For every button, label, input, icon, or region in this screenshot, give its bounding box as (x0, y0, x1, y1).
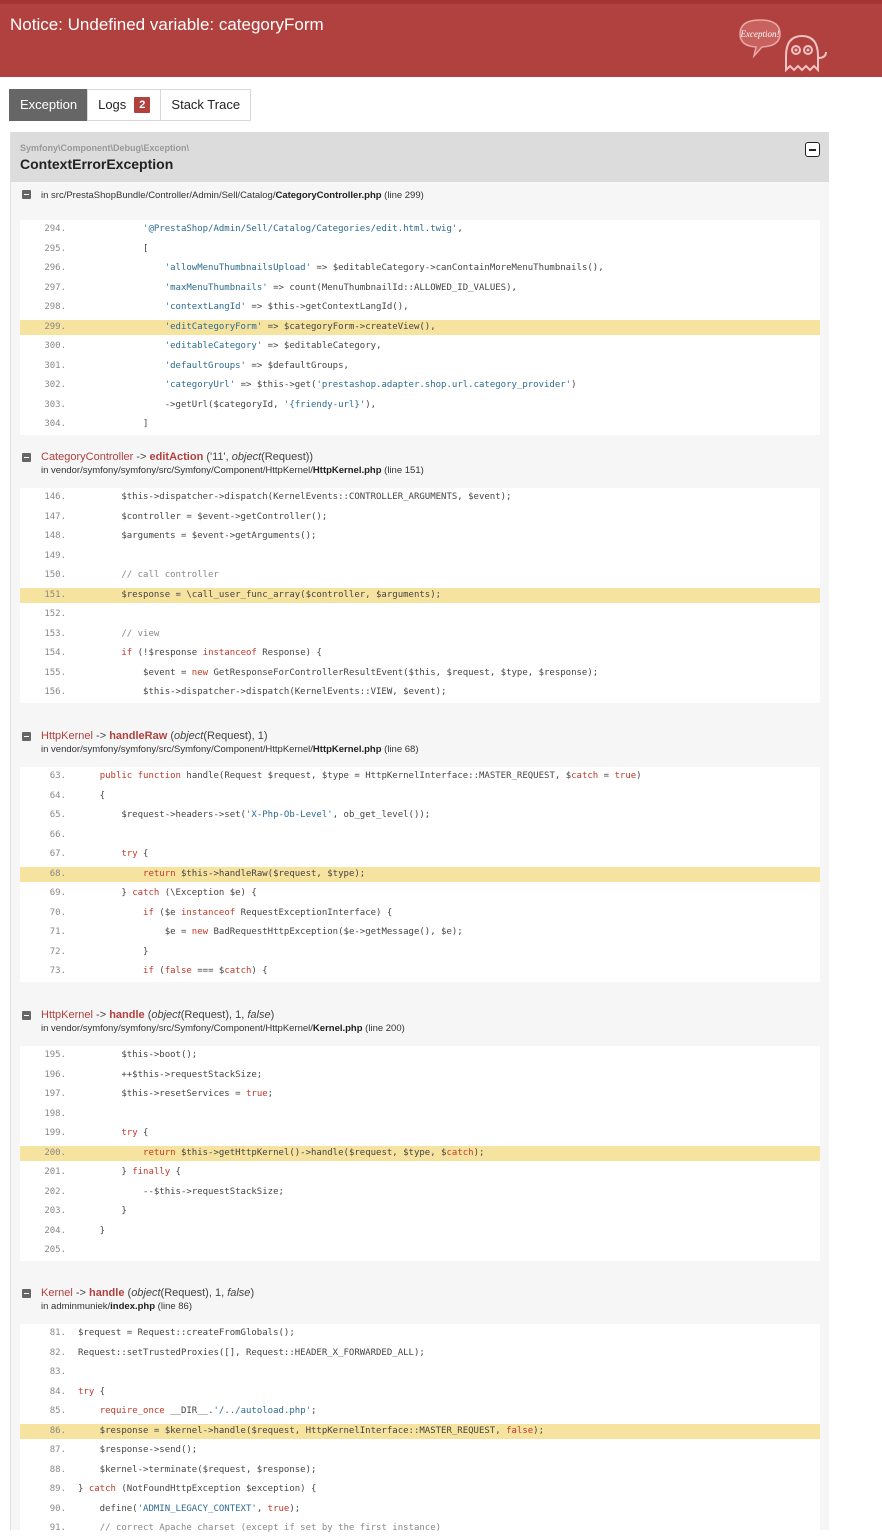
trace-arrow: -> (92, 1009, 110, 1021)
trace-arguments: (object(Request), 1, false) (144, 1009, 275, 1021)
code-text: } catch (\Exception $e) { (78, 888, 257, 898)
exception-panel (10, 132, 829, 1533)
tab-logs-label: Logs (98, 97, 127, 112)
error-header (0, 4, 882, 77)
code-line (20, 1183, 820, 1203)
trace-location: in adminmuniek/index.php (line 86) (41, 1301, 193, 1312)
code-line (20, 1066, 820, 1086)
code-snippet (20, 1324, 820, 1539)
collapse-trace-icon[interactable] (22, 1289, 31, 1298)
code-line (20, 962, 820, 982)
trace-arrow: -> (72, 1287, 89, 1299)
code-text: try { (78, 1386, 106, 1397)
trace-class: HttpKernel (41, 730, 93, 742)
trace-call (41, 729, 829, 743)
collapse-exception-icon[interactable] (805, 142, 820, 157)
code-line (20, 357, 820, 377)
tab-bar (9, 89, 251, 121)
code-text: 'allowMenuThumbnailsUpload' => $editableCategory->canContainMoreMenuThumbnails(), (164, 263, 604, 273)
line-number: 197. (44, 1089, 66, 1099)
line-number: 151. (44, 589, 66, 600)
line-number: 201. (44, 1167, 66, 1177)
trace-header (11, 187, 829, 203)
line-number: 302. (44, 380, 66, 390)
code-text: if ($e instanceof RequestExceptionInterface) { (143, 907, 393, 918)
code-text: define('ADMIN_LEGACY_CONTEXT', true); (78, 1503, 301, 1514)
line-number: 91. (49, 1523, 66, 1533)
line-number: 299. (44, 321, 66, 332)
line-number: 203. (44, 1206, 66, 1216)
code-text: ] (78, 419, 149, 429)
code-line (20, 683, 820, 703)
line-number: 67. (49, 849, 66, 859)
code-line (20, 1202, 820, 1222)
code-text: $response = \call_user_func_array($controller, $arguments); (78, 589, 442, 600)
trace-function: handle (109, 1009, 145, 1021)
line-number: 88. (49, 1464, 66, 1475)
code-snippet (20, 220, 820, 435)
code-line (20, 220, 820, 240)
code-text: $this->resetServices = true; (78, 1089, 274, 1099)
code-line (20, 1085, 820, 1105)
code-text: } (78, 946, 149, 957)
code-text: 'maxMenuThumbnails' => count(MenuThumbnailId::ALLOWED_ID_VALUES), (164, 282, 517, 293)
trace-header (11, 729, 829, 757)
code-text: $this->dispatcher->dispatch(KernelEvents::CONTROLLER_ARGUMENTS, $event); (78, 492, 512, 502)
line-number: 200. (44, 1147, 66, 1158)
code-snippet (20, 1046, 820, 1261)
tab-logs[interactable] (87, 89, 161, 121)
code-line (20, 787, 820, 807)
code-text: $controller = $event->getController(); (78, 511, 328, 522)
line-number: 73. (49, 966, 66, 976)
code-line (20, 1402, 820, 1422)
line-number: 205. (44, 1245, 66, 1255)
code-line (20, 1441, 820, 1461)
exception-ghost-logo-icon (738, 12, 830, 76)
code-line (20, 1383, 820, 1403)
collapse-trace-icon[interactable] (22, 732, 31, 741)
trace-header (11, 1286, 829, 1314)
trace-header (11, 1008, 829, 1036)
line-number: 153. (44, 628, 66, 639)
code-text: try { (121, 849, 149, 859)
line-number: 81. (49, 1328, 66, 1338)
code-line (20, 767, 820, 787)
logo-text: Exception! (740, 29, 780, 39)
tab-exception[interactable] (9, 89, 88, 121)
code-line (20, 527, 820, 547)
code-text: 'defaultGroups' => $defaultGroups, (164, 360, 349, 371)
line-number: 83. (49, 1367, 66, 1377)
code-text: $request->headers->set('X-Php-Ob-Level', ob_get_level()); (78, 810, 431, 820)
line-number: 304. (44, 419, 66, 429)
code-line (20, 279, 820, 299)
code-line (20, 376, 820, 396)
code-text: 'editableCategory' => $editableCategory, (164, 341, 382, 351)
trace-arrow: -> (133, 451, 150, 463)
code-line (20, 240, 820, 260)
trace-arguments: ('11', object(Request)) (203, 451, 314, 463)
line-number: 295. (44, 243, 66, 254)
code-text: $event = new GetResponseForControllerResultEvent($this, $request, $type, $response); (78, 667, 599, 678)
trace-function: handleRaw (109, 730, 168, 742)
code-line (20, 625, 820, 645)
code-line (20, 923, 820, 943)
trace-location: in vendor/symfony/symfony/src/Symfony/Component/HttpKernel/HttpKernel.php (line 68) (41, 744, 419, 755)
code-line (20, 1105, 820, 1125)
trace-function: handle (89, 1287, 125, 1299)
trace-entry (11, 1286, 829, 1533)
line-number: 147. (44, 511, 66, 522)
code-line (20, 547, 820, 567)
trace-call (41, 1008, 829, 1022)
tab-exception-label: Exception (20, 97, 78, 112)
line-number: 156. (44, 687, 66, 697)
line-number: 300. (44, 341, 66, 351)
code-line (20, 1344, 820, 1364)
tab-stack-trace[interactable] (160, 89, 251, 121)
code-text: try { (121, 1128, 149, 1138)
code-line (20, 1480, 820, 1500)
line-number: 87. (49, 1445, 66, 1455)
line-number: 204. (44, 1225, 66, 1236)
line-number: 148. (44, 531, 66, 541)
line-number: 199. (44, 1128, 66, 1138)
code-text: require_once __DIR__.'/../autoload.php'; (99, 1406, 317, 1416)
code-text: if (!$response instanceof Response) { (121, 648, 322, 658)
code-snippet (20, 767, 820, 982)
trace-function: editAction (149, 451, 204, 463)
code-text: 'contextLangId' => $this->getContextLangId(), (164, 302, 409, 312)
line-number: 68. (49, 868, 66, 879)
code-text: $e = new BadRequestHttpException($e->getMessage(), $e); (78, 927, 463, 937)
trace-location: in vendor/symfony/symfony/src/Symfony/Component/HttpKernel/Kernel.php (line 200) (41, 1023, 405, 1034)
line-number: 86. (49, 1425, 66, 1436)
code-line (20, 415, 820, 435)
trace-call (41, 1286, 829, 1300)
code-text: $response = $kernel->handle($request, HttpKernelInterface::MASTER_REQUEST, false); (78, 1425, 544, 1436)
code-text: } (78, 1225, 106, 1236)
code-text: return $this->handleRaw($request, $type); (143, 868, 366, 879)
line-number: 66. (49, 829, 66, 840)
trace-entry (11, 1008, 829, 1255)
code-text: { (78, 790, 106, 801)
line-number: 85. (49, 1406, 66, 1416)
code-line (20, 1519, 820, 1539)
code-text: // correct Apache charset (except if set by the first instance) (99, 1523, 442, 1533)
trace-arguments: (object(Request), 1, false) (124, 1287, 255, 1299)
line-number: 70. (49, 907, 66, 918)
line-number: 72. (49, 946, 66, 957)
trace-entry (11, 450, 829, 697)
line-number: 198. (44, 1108, 66, 1119)
line-number: 301. (44, 360, 66, 371)
trace-file: CategoryController.php (275, 190, 382, 201)
trace-entry (11, 187, 829, 429)
collapse-trace-icon[interactable] (22, 1011, 31, 1020)
code-line (20, 488, 820, 508)
code-line (20, 806, 820, 826)
exception-class: ContextErrorException (20, 156, 174, 172)
code-text: return $this->getHttpKernel()->handle($request, $type, $catch); (143, 1147, 485, 1158)
code-text: } finally { (78, 1167, 181, 1177)
code-text: [ (78, 243, 149, 254)
line-number: 71. (49, 927, 66, 937)
logs-count-badge: 2 (134, 97, 150, 113)
code-text: 'categoryUrl' => $this->get('prestashop.adapter.shop.url.category_provider') (164, 380, 577, 390)
code-line (20, 644, 820, 664)
code-line (20, 1461, 820, 1481)
line-number: 296. (44, 263, 66, 273)
code-text: public function handle(Request $request, $type = HttpKernelInterface::MASTER_REQUEST, $catch = true) (99, 771, 642, 781)
code-text: $arguments = $event->getArguments(); (78, 531, 317, 541)
code-line (20, 1324, 820, 1344)
line-number: 297. (44, 282, 66, 293)
code-line (20, 1500, 820, 1520)
code-line (20, 1124, 820, 1144)
code-line (20, 826, 820, 846)
trace-file: Kernel.php (312, 1023, 363, 1034)
code-line (20, 1046, 820, 1066)
line-number: 298. (44, 302, 66, 312)
trace-location: in src/PrestaShopBundle/Controller/Admin/Sell/Catalog/CategoryController.php (line 299) (41, 190, 424, 201)
code-line (20, 1363, 820, 1383)
code-line (20, 298, 820, 318)
code-text: ->getUrl($categoryId, '{friendy-url}'), (78, 399, 377, 410)
exception-namespace: Symfony\Component\Debug\Exception\ (20, 143, 190, 153)
code-text: --$this->requestStackSize; (78, 1186, 284, 1197)
code-line (20, 259, 820, 279)
line-number: 154. (44, 648, 66, 658)
line-number: 90. (49, 1503, 66, 1514)
line-number: 84. (49, 1386, 66, 1397)
code-text: $this->dispatcher->dispatch(KernelEvents::VIEW, $event); (78, 687, 447, 697)
trace-entry (11, 729, 829, 976)
code-text: $request = Request::createFromGlobals(); (78, 1328, 295, 1338)
trace-location: in vendor/symfony/symfony/src/Symfony/Component/HttpKernel/HttpKernel.php (line 151) (41, 465, 424, 476)
code-snippet (20, 488, 820, 703)
code-line (20, 1222, 820, 1242)
trace-arguments: (object(Request), 1) (167, 730, 268, 742)
code-line (20, 508, 820, 528)
exception-header (11, 132, 829, 182)
code-text: // view (121, 628, 160, 639)
highlighted-code-line (20, 1146, 820, 1161)
code-text: $this->boot(); (78, 1050, 198, 1060)
trace-class: CategoryController (41, 451, 134, 463)
line-number: 64. (49, 790, 66, 801)
code-text: if (false === $catch) { (143, 966, 268, 976)
trace-class: HttpKernel (41, 1009, 93, 1021)
line-number: 196. (44, 1069, 66, 1080)
line-number: 195. (44, 1050, 66, 1060)
code-line (20, 904, 820, 924)
line-number: 89. (49, 1484, 66, 1494)
code-text: $response->send(); (78, 1445, 198, 1455)
line-number: 150. (44, 570, 66, 580)
code-text: // call controller (121, 570, 219, 580)
code-text: } (78, 1206, 127, 1216)
code-line (20, 605, 820, 625)
error-title: Notice: Undefined variable: categoryForm (10, 15, 324, 34)
line-number: 82. (49, 1347, 66, 1358)
line-number: 294. (44, 224, 66, 234)
highlighted-code-line (20, 1424, 820, 1439)
code-line (20, 664, 820, 684)
code-line (20, 943, 820, 963)
trace-file: HttpKernel.php (312, 465, 382, 476)
code-text: 'editCategoryForm' => $categoryForm->createView(), (164, 321, 436, 332)
highlighted-code-line (20, 320, 820, 335)
highlighted-code-line (20, 588, 820, 603)
line-number: 155. (44, 667, 66, 678)
trace-call (41, 450, 829, 464)
trace-class: Kernel (41, 1287, 73, 1299)
line-number: 65. (49, 810, 66, 820)
line-number: 202. (44, 1186, 66, 1197)
line-number: 146. (44, 492, 66, 502)
code-line (20, 566, 820, 586)
line-number: 152. (44, 609, 66, 619)
trace-file: index.php (110, 1301, 156, 1312)
line-number: 303. (44, 399, 66, 410)
highlighted-code-line (20, 867, 820, 882)
trace-file: HttpKernel.php (312, 744, 382, 755)
collapse-trace-icon[interactable] (22, 190, 31, 199)
code-line (20, 884, 820, 904)
collapse-trace-icon[interactable] (22, 453, 31, 462)
code-text: $kernel->terminate($request, $response); (78, 1464, 317, 1475)
trace-header (11, 450, 829, 478)
line-number: 149. (44, 550, 66, 561)
line-number: 69. (49, 888, 66, 898)
trace-arrow: -> (92, 730, 110, 742)
tab-stack-trace-label: Stack Trace (171, 97, 241, 112)
code-line (20, 1163, 820, 1183)
code-line (20, 337, 820, 357)
code-text: ++$this->requestStackSize; (78, 1069, 263, 1080)
code-line (20, 1241, 820, 1261)
line-number: 63. (49, 771, 66, 781)
code-line (20, 845, 820, 865)
code-text: } catch (NotFoundHttpException $exception) { (78, 1484, 317, 1494)
code-text: Request::setTrustedProxies([], Request::HEADER_X_FORWARDED_ALL); (78, 1347, 425, 1358)
code-line (20, 396, 820, 416)
code-text: '@PrestaShop/Admin/Sell/Catalog/Categories/edit.html.twig', (143, 224, 463, 234)
